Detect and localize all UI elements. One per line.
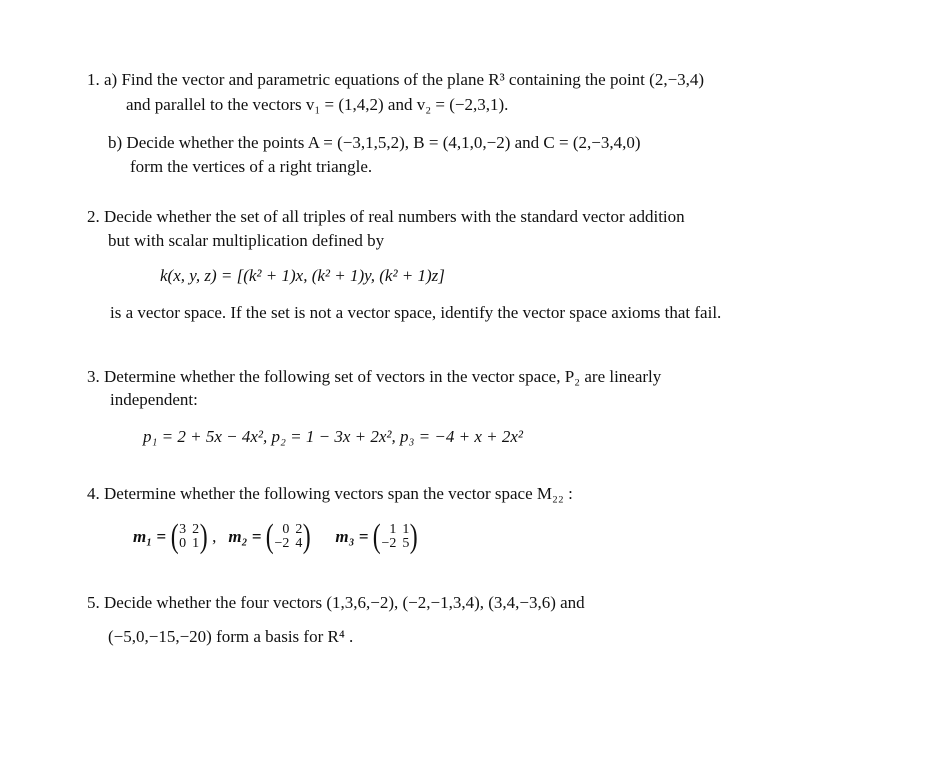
matrix-cell: −2: [274, 536, 290, 551]
m1-label: m₁ =: [133, 527, 167, 546]
matrix-cell: 1: [192, 536, 200, 551]
q1-a-line2: and parallel to the vectors v₁ = (1,4,2) and v₂ = (−2,3,1).: [126, 95, 509, 114]
matrix-cell: 0: [282, 522, 290, 537]
q3-line2: independent:: [110, 390, 198, 409]
q3-line1: 3. Determine whether the following set of vectors in the vector space, P₂ are linearly: [87, 367, 662, 386]
q2-line2: but with scalar multiplication defined by: [108, 231, 385, 250]
q3-formula: p₁ = 2 + 5x − 4x², p₂ = 1 − 3x + 2x², p₃ = −4 + x + 2x²: [143, 427, 524, 446]
matrix-cell: 3: [179, 522, 187, 537]
q1-b-line1: b) Decide whether the points A = (−3,1,5,2), B = (4,1,0,−2) and C = (2,−3,4,0): [108, 133, 641, 152]
separator: ,: [212, 527, 217, 546]
q2-line1: 2. Decide whether the set of all triples of real numbers with the standard vector addition: [87, 207, 685, 226]
matrix-cell: 2: [295, 522, 303, 537]
matrix-cell: −2: [381, 536, 397, 551]
matrix-cell: 1: [389, 522, 397, 537]
m1-matrix: ( 3 2 0 1 ): [170, 518, 208, 555]
m3-matrix: ( 1 1 −2 5 ): [373, 518, 418, 555]
q4-matrices: [133, 517, 416, 557]
q4-line1: 4. Determine whether the following vectors span the vector space M₂₂ :: [87, 484, 573, 503]
q2-line3: is a vector space. If the set is not a vector space, identify the vector space axioms that fail.: [110, 303, 722, 322]
m3-label: m₃ =: [335, 527, 369, 546]
q1-a-line1: 1. a) Find the vector and parametric equations of the plane R³ containing the point (2,−3,4): [87, 70, 705, 89]
matrix-cell: 2: [192, 522, 200, 537]
q1-b-line2: form the vertices of a right triangle.: [130, 157, 373, 176]
matrix-cell: 5: [402, 536, 410, 551]
matrix-cell: 0: [179, 536, 187, 551]
q5-line2: (−5,0,−15,−20) form a basis for R⁴ .: [108, 627, 354, 646]
m2-label: m₂ =: [228, 527, 262, 546]
matrix-cell: 4: [295, 536, 303, 551]
m2-matrix: ( 0 2 −2 4 ): [266, 518, 311, 555]
q5-line1: 5. Decide whether the four vectors (1,3,6,−2), (−2,−1,3,4), (3,4,−3,6) and: [87, 593, 585, 612]
q2-formula: k(x, y, z) = [(k² + 1)x, (k² + 1)y, (k² + 1)z]: [160, 266, 445, 285]
matrix-cell: 1: [402, 522, 410, 537]
